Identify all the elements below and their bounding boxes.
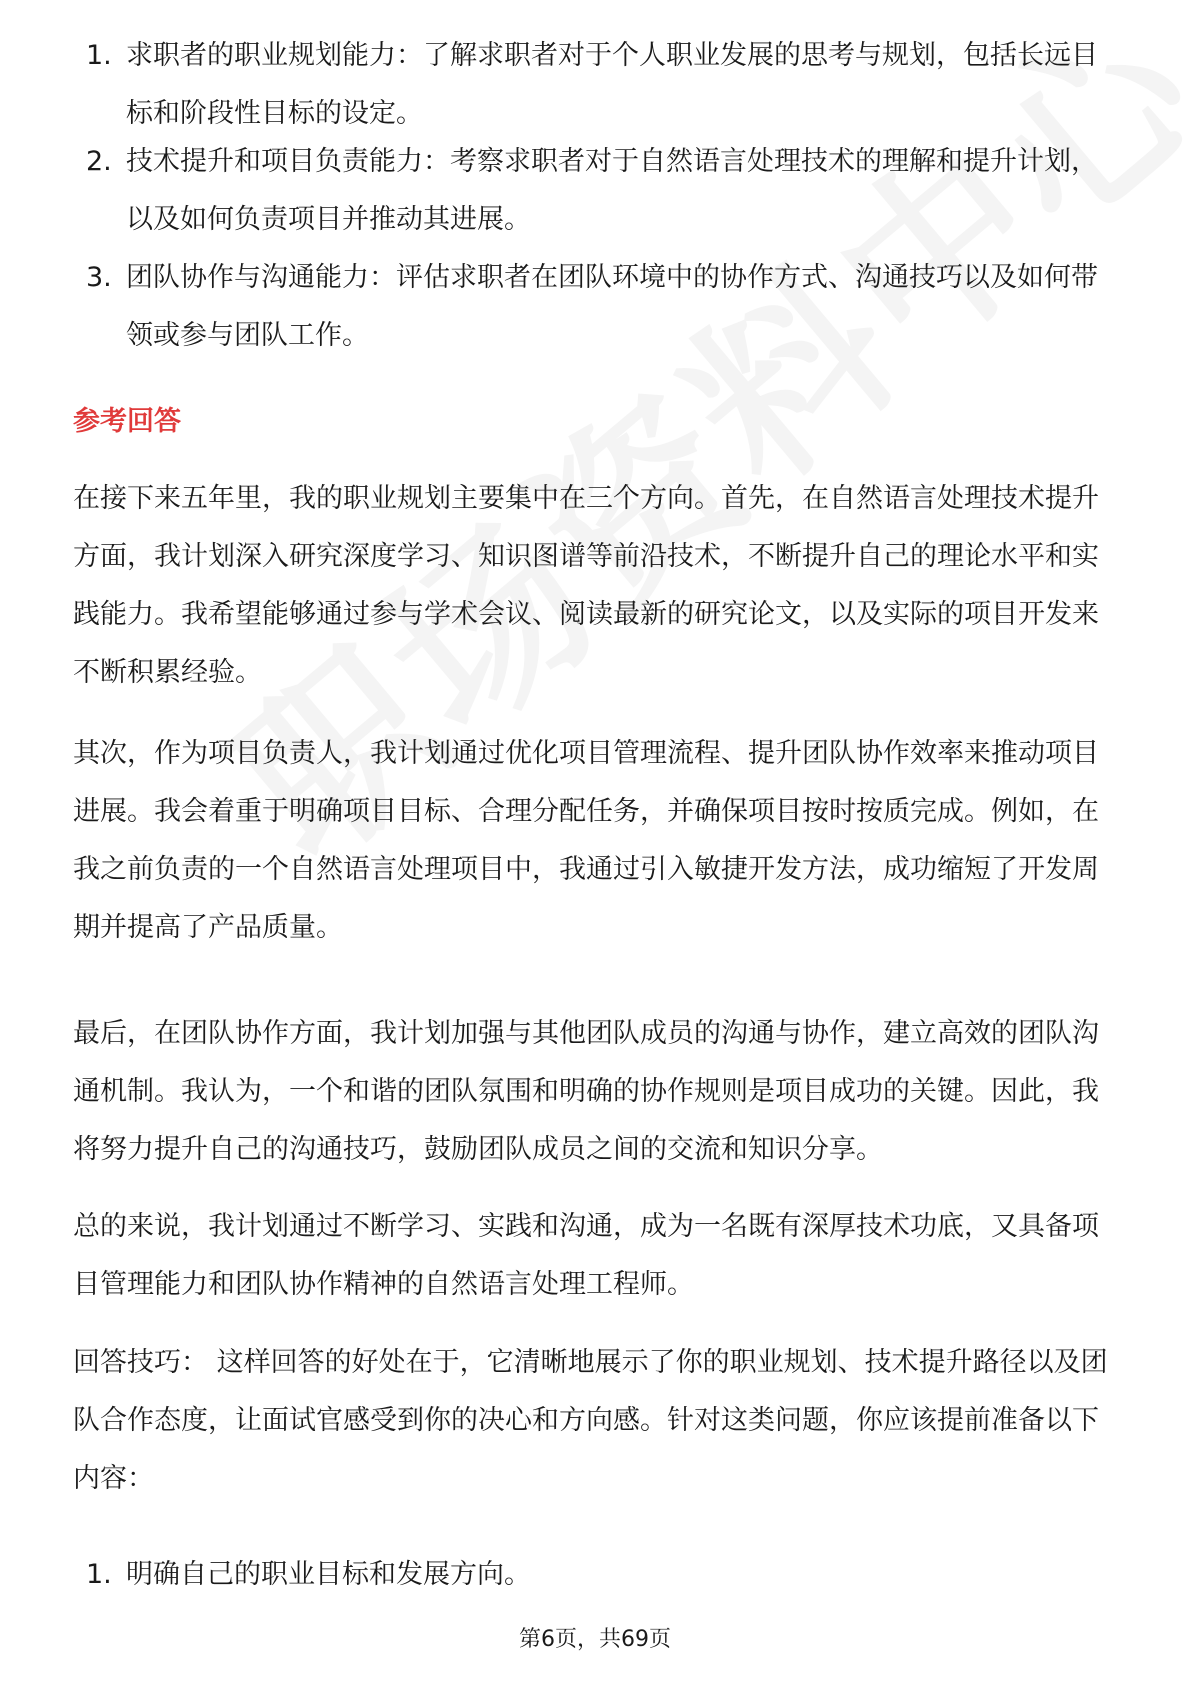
list-text: 明确自己的职业目标和发展方向。 [126,1559,531,1590]
list-text: 团队协作与沟通能力：评估求职者在团队环境中的协作方式、沟通技巧以及如何带领或参与团队工作。 [126,262,1098,351]
list-number: 2. [86,146,112,177]
list-item [73,1546,1123,1604]
paragraph: 最后，在团队协作方面，我计划加强与其他团队成员的沟通与协作，建立高效的团队沟通机制。我认为，一个和谐的团队氛围和明确的协作规则是项目成功的关键。因此，我将努力提升自己的沟通技巧，鼓励团队成员之间的交流和知识分享。 [73,1018,1099,1165]
list-number: 1. [86,1559,112,1590]
list-item [73,133,1123,249]
list-text: 求职者的职业规划能力：了解求职者对于个人职业发展的思考与规划，包括长远目标和阶段性目标的设定。 [126,40,1098,129]
list-item [73,249,1123,365]
list-number: 3. [86,262,112,293]
paragraph: 其次，作为项目负责人，我计划通过优化项目管理流程、提升团队协作效率来推动项目进展。我会着重于明确项目目标、合理分配任务，并确保项目按时按质完成。例如，在我之前负责的一个自然语言处理项目中，我通过引入敏捷开发方法，成功缩短了开发周期并提高了产品质量。 [73,738,1099,943]
list-number: 1. [86,40,112,71]
answer-tip-paragraph: 回答技巧： 这样回答的好处在于，它清晰地展示了你的职业规划、技术提升路径以及团队合作态度，让面试官感受到你的决心和方向感。针对这类问题，你应该提前准备以下内容： [73,1347,1108,1494]
list-item [73,27,1123,143]
page-footer: 第6页，共69页 [519,1627,671,1652]
section-heading: 参考回答 [73,406,181,437]
paragraph: 在接下来五年里，我的职业规划主要集中在三个方向。首先，在自然语言处理技术提升方面，我计划深入研究深度学习、知识图谱等前沿技术，不断提升自己的理论水平和实践能力。我希望能够通过参与学术会议、阅读最新的研究论文，以及实际的项目开发来不断积累经验。 [73,483,1099,688]
list-text: 技术提升和项目负责能力：考察求职者对于自然语言处理技术的理解和提升计划，以及如何负责项目并推动其进展。 [126,146,1098,235]
paragraph: 总的来说，我计划通过不断学习、实践和沟通，成为一名既有深厚技术功底，又具备项目管理能力和团队协作精神的自然语言处理工程师。 [73,1211,1099,1300]
